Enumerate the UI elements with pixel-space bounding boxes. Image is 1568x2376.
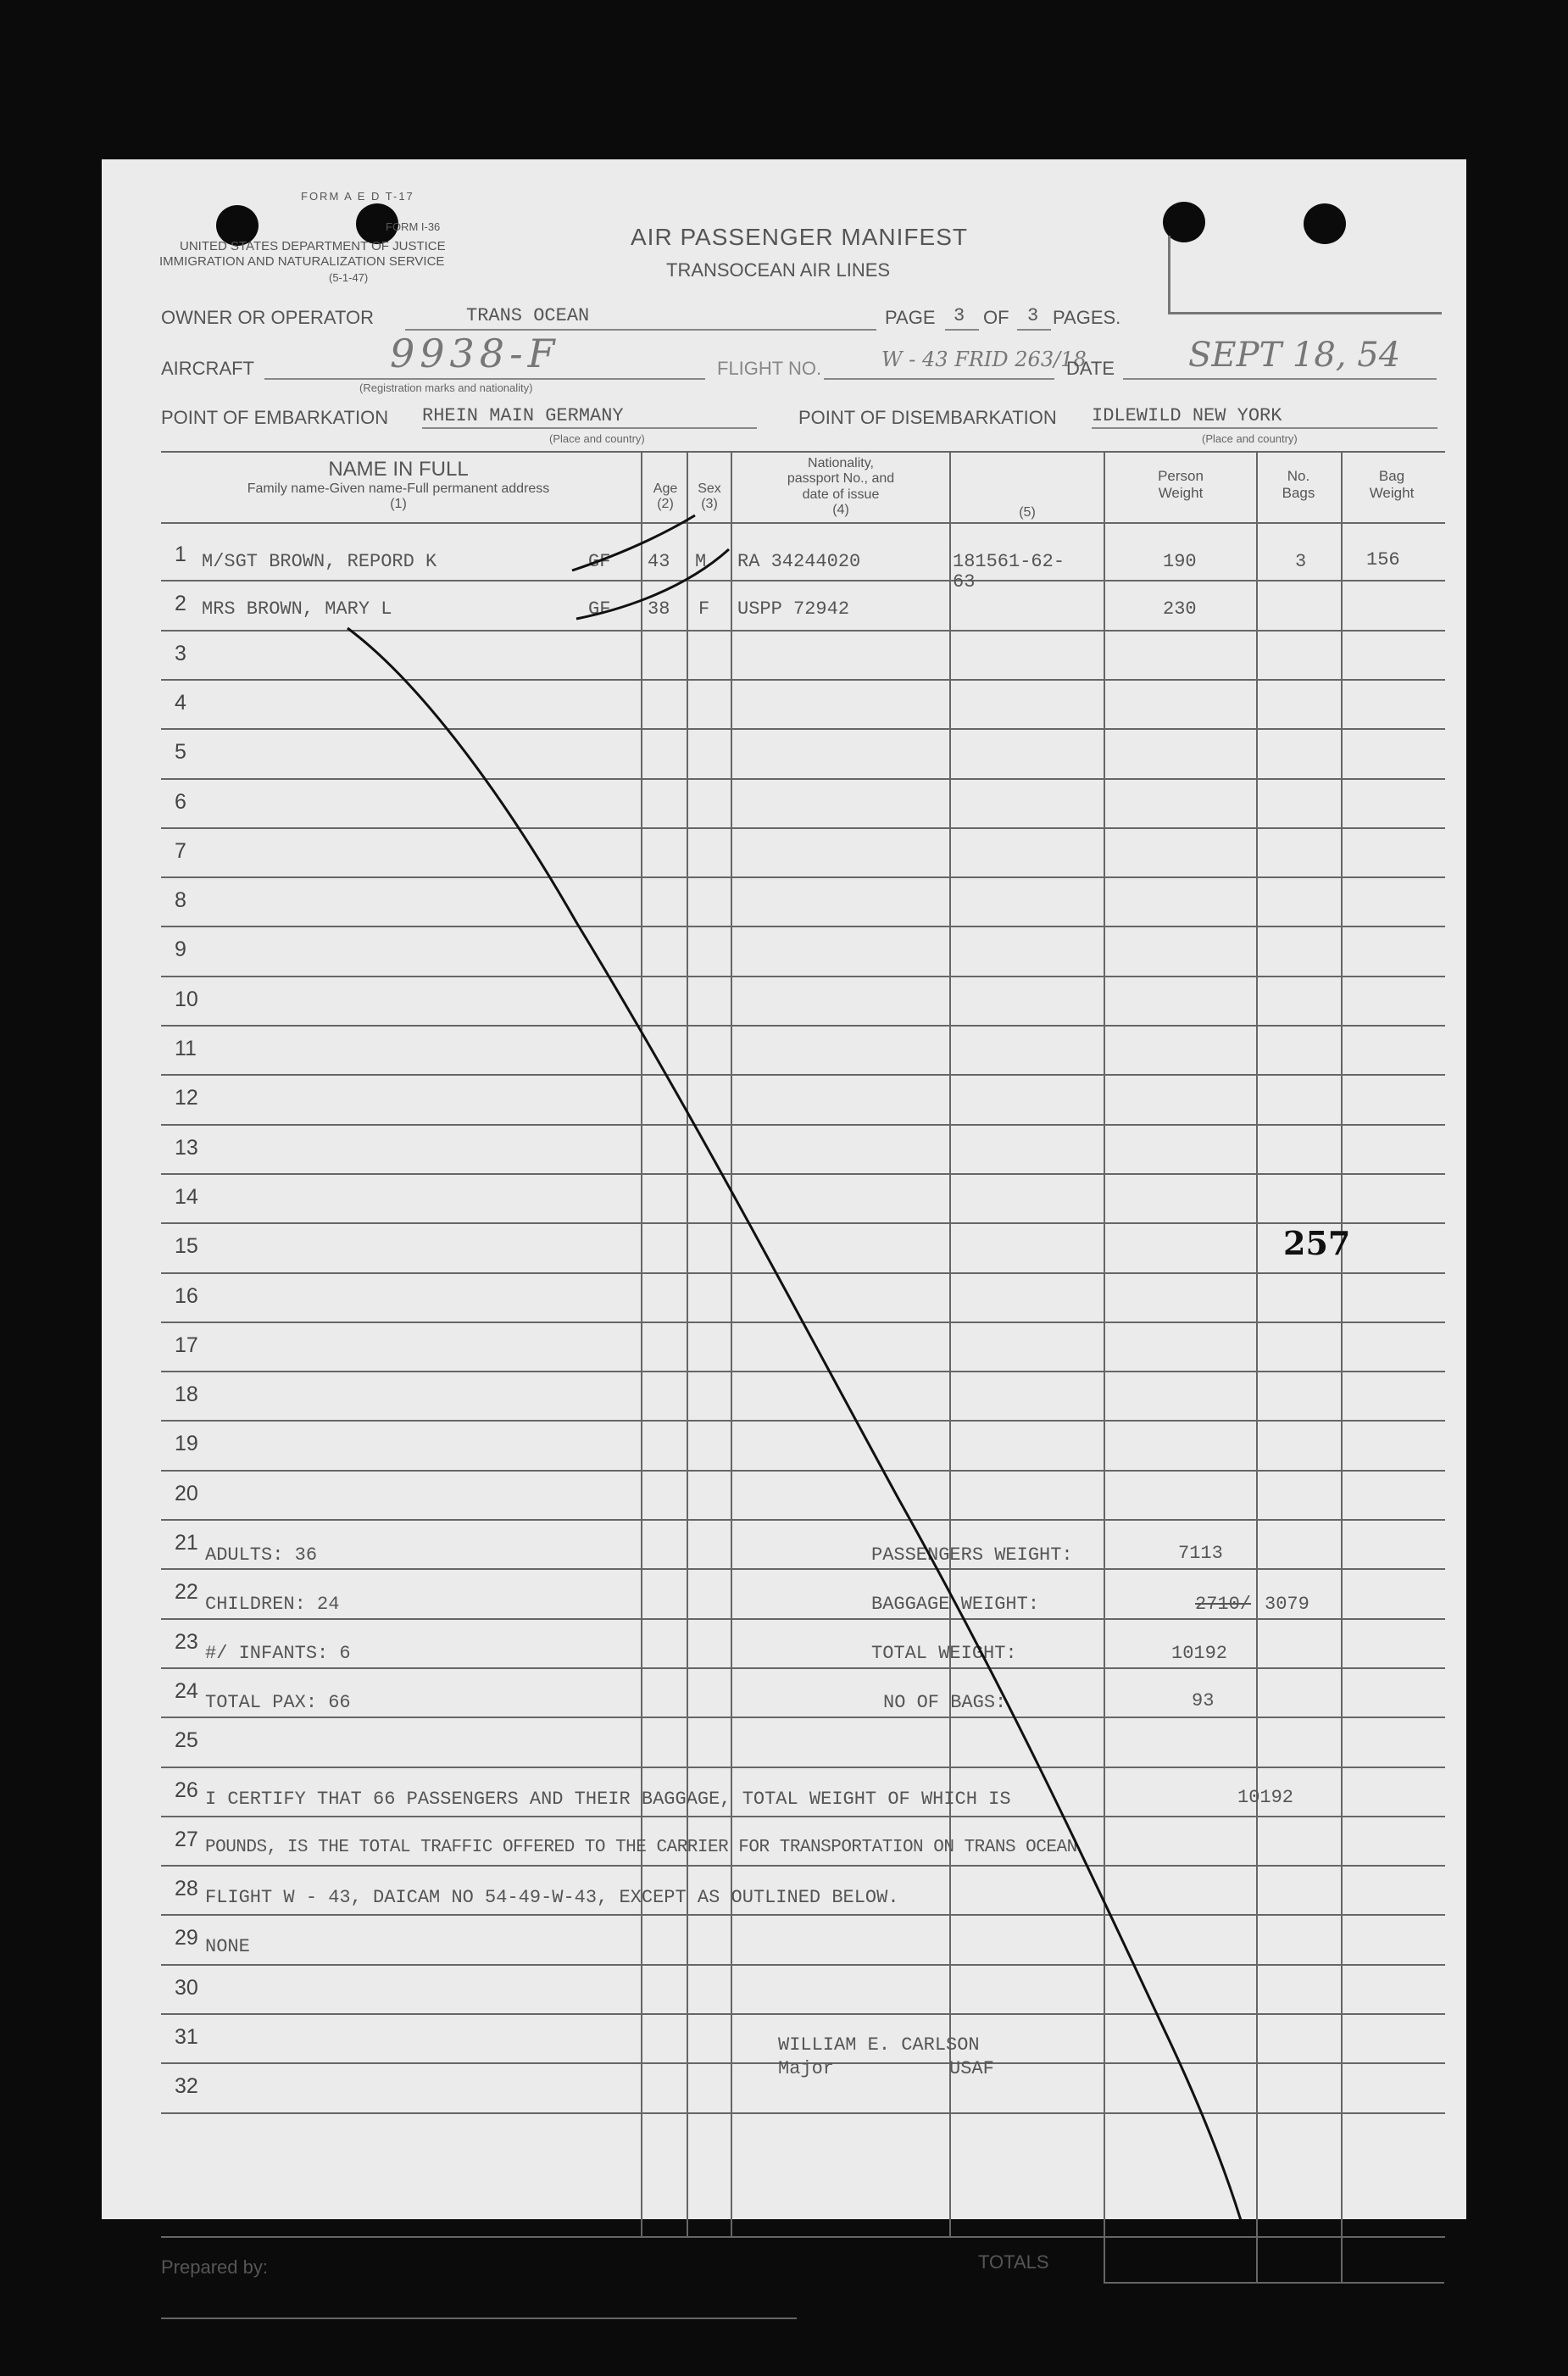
row-number: 16 <box>175 1283 198 1308</box>
col-header-person-weight: Person Weight <box>1158 468 1204 501</box>
row-number: 32 <box>175 2074 198 2099</box>
passenger-1-col5: 181561-62- <box>953 551 1065 572</box>
row-number: 10 <box>175 987 198 1011</box>
signature-rank: Major <box>778 2058 835 2079</box>
total-weight-label: TOTAL WEIGHT: <box>871 1643 1017 1664</box>
page-subtitle: TRANSOCEAN AIR LINES <box>666 259 891 281</box>
row-number: 30 <box>175 1975 198 2000</box>
no-of-bags-label: NO OF BAGS: <box>883 1692 1007 1713</box>
passenger-2-person-weight: 230 <box>1163 598 1197 620</box>
owner-label: OWNER OR OPERATOR <box>161 307 374 328</box>
row-number: 12 <box>175 1086 198 1110</box>
embark-label: POINT OF EMBARKATION <box>161 407 389 428</box>
pages-label: PAGES. <box>1053 307 1121 328</box>
agency-line-1: UNITED STATES DEPARTMENT OF JUSTICE <box>180 239 446 253</box>
baggage-weight-value: 3079 <box>1265 1594 1309 1615</box>
row-number: 31 <box>175 2025 198 2049</box>
aircraft-note: (Registration marks and nationality) <box>359 381 533 394</box>
summary-adults: ADULTS: 36 <box>205 1544 318 1566</box>
signature-branch: USAF <box>949 2058 994 2079</box>
totals-label: TOTALS <box>978 2251 1049 2273</box>
row-number: 18 <box>175 1383 198 1407</box>
prepared-by-label: Prepared by: <box>161 2256 268 2278</box>
row-number: 6 <box>175 789 186 814</box>
passenger-1-bag-weight: 156 <box>1366 549 1400 570</box>
row-number: 15 <box>175 1234 198 1259</box>
row-number: 27 <box>175 1827 198 1851</box>
passenger-1-name: M/SGT BROWN, REPORD K <box>202 551 437 572</box>
row-number: 3 <box>175 641 186 665</box>
row-number: 24 <box>175 1678 198 1703</box>
row-number: 5 <box>175 740 186 765</box>
passenger-1-bags: 3 <box>1295 551 1307 572</box>
agency-line-2: IMMIGRATION AND NATURALIZATION SERVICE <box>159 254 445 269</box>
col-header-age: Age (2) <box>653 481 678 512</box>
col-header-nationality: Nationality, passport No., and date of issue (4) <box>787 456 895 518</box>
row-number: 22 <box>175 1580 198 1605</box>
row-number: 9 <box>175 938 186 962</box>
passenger-2-name: MRS BROWN, MARY L <box>202 598 392 620</box>
baggage-weight-struck: 2710/ <box>1195 1594 1252 1615</box>
certification-line-4: NONE <box>205 1936 250 1957</box>
aircraft-value: 9938-F <box>390 331 560 376</box>
row-number: 25 <box>175 1728 198 1753</box>
row-number: 21 <box>175 1531 198 1555</box>
row-number: 28 <box>175 1877 198 1901</box>
passengers-weight-value: 7113 <box>1178 1543 1223 1564</box>
row-number: 14 <box>175 1184 198 1209</box>
disembark-label: POINT OF DISEMBARKATION <box>798 407 1057 428</box>
flight-label: FLIGHT NO. <box>717 358 822 379</box>
date-value: SEPT 18, 54 <box>1188 336 1401 375</box>
certification-value: 10192 <box>1237 1787 1294 1808</box>
row-number: 11 <box>175 1037 197 1060</box>
col-header-name: NAME IN FULL Family name-Given name-Full permanent address (1) <box>247 458 550 511</box>
embark-note: (Place and country) <box>549 432 645 445</box>
passenger-1-age: 43 <box>648 551 670 572</box>
of-label: OF <box>983 307 1009 328</box>
row-number: 1 <box>175 543 186 566</box>
footer-top-line <box>161 2236 1445 2238</box>
col-header-5: (5) <box>1019 505 1036 520</box>
manifest-sheet <box>102 159 1466 2278</box>
form-number-2: FORM I-36 <box>386 220 441 233</box>
flight-value: W - 43 FRID 263/18 <box>881 348 1087 371</box>
passenger-1-sex: M <box>695 551 707 572</box>
row-number: 29 <box>175 1926 198 1950</box>
baggage-weight-label: BAGGAGE WEIGHT: <box>871 1594 1040 1615</box>
page-label: PAGE <box>885 307 936 328</box>
form-number: FORM A E D T-17 <box>301 190 414 203</box>
signature-name: WILLIAM E. CARLSON <box>778 2034 980 2056</box>
date-label: DATE <box>1066 358 1115 379</box>
summary-total-pax: TOTAL PAX: 66 <box>205 1692 351 1713</box>
passenger-1-passport: RA 34244020 <box>737 551 861 572</box>
agency-date: (5-1-47) <box>329 271 369 284</box>
aircraft-label: AIRCRAFT <box>161 358 254 379</box>
total-weight-value: 10192 <box>1171 1643 1228 1664</box>
page-value: 3 <box>954 305 965 326</box>
page-title: AIR PASSENGER MANIFEST <box>631 224 968 250</box>
disembark-note: (Place and country) <box>1202 432 1298 445</box>
passenger-2-age: 38 <box>648 598 670 620</box>
row-number: 19 <box>175 1432 198 1456</box>
col-header-no-bags: No. Bags <box>1282 468 1315 501</box>
diagonal-cancel-stroke <box>102 159 1466 2219</box>
of-value: 3 <box>1027 305 1039 326</box>
passenger-2-passport: USPP 72942 <box>737 598 850 620</box>
row-number: 20 <box>175 1481 198 1505</box>
summary-children: CHILDREN: 24 <box>205 1594 340 1615</box>
row-number: 26 <box>175 1778 198 1802</box>
passenger-1-code: GF <box>588 551 611 572</box>
no-of-bags-value: 93 <box>1192 1690 1215 1711</box>
totals-box <box>1104 2282 1444 2284</box>
owner-value: TRANS OCEAN <box>466 305 590 326</box>
certification-line-2: POUNDS, IS THE TOTAL TRAFFIC OFFERED TO THE CARRIER FOR TRANSPORTATION ON TRANS OCEAN <box>205 1838 1077 1857</box>
passenger-1-person-weight: 190 <box>1163 551 1197 572</box>
disembark-value: IDLEWILD NEW YORK <box>1092 405 1282 426</box>
row-number: 4 <box>175 690 186 715</box>
passengers-weight-label: PASSENGERS WEIGHT: <box>871 1544 1073 1566</box>
row-number: 8 <box>175 888 186 913</box>
certification-line-3: FLIGHT W - 43, DAICAM NO 54-49-W-43, EXCEPT AS OUTLINED BELOW. <box>205 1887 899 1908</box>
row-number: 2 <box>175 592 186 616</box>
col-header-bag-weight: Bag Weight <box>1369 468 1415 501</box>
summary-infants: #/ INFANTS: 6 <box>205 1643 351 1664</box>
row-number: 23 <box>175 1629 198 1654</box>
passenger-2-code: GF <box>588 598 611 620</box>
passenger-2-sex: F <box>698 598 710 620</box>
col-header-sex: Sex (3) <box>698 481 721 512</box>
row-number: 17 <box>175 1333 198 1357</box>
page-stamp: 257 <box>1283 1224 1351 1262</box>
row-number: 7 <box>175 838 186 863</box>
row-number: 13 <box>175 1135 198 1160</box>
certification-line-1: I CERTIFY THAT 66 PASSENGERS AND THEIR BAGGAGE, TOTAL WEIGHT OF WHICH IS <box>205 1789 1011 1810</box>
passenger-1-col5b: 63 <box>953 571 976 593</box>
embark-value: RHEIN MAIN GERMANY <box>422 405 624 426</box>
